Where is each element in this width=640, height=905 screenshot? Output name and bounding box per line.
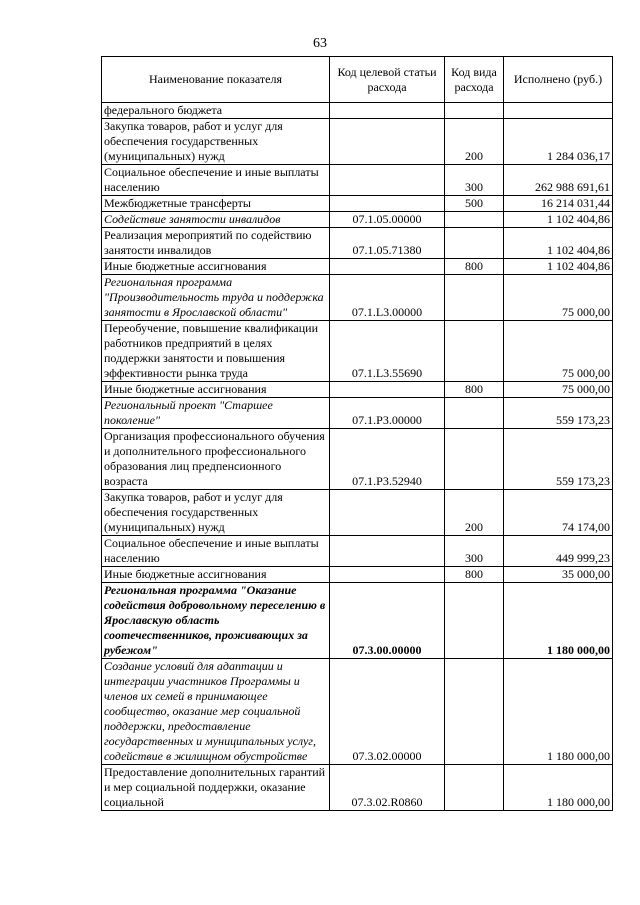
table-row <box>102 659 613 765</box>
row-target-item-code <box>330 196 445 212</box>
row-target-item-code: 07.1.05.71380 <box>330 228 445 259</box>
row-indicator-name: Социальное обеспечение и иные выплаты населению <box>102 536 330 567</box>
row-target-item-code: 07.3.02.R0860 <box>330 765 445 811</box>
row-executed-amount: 559 173,23 <box>504 398 613 429</box>
row-target-item-code <box>330 103 445 119</box>
table-row <box>102 212 613 228</box>
row-expense-kind-code <box>445 398 504 429</box>
row-target-item-code <box>330 119 445 165</box>
table-row <box>102 429 613 490</box>
row-executed-amount: 1 180 000,00 <box>504 659 613 765</box>
row-target-item-code: 07.1.05.00000 <box>330 212 445 228</box>
row-executed-amount <box>504 103 613 119</box>
row-indicator-name: Региональная программа "Оказание содействия добровольному переселению в Ярославскую область соотечественников, проживающих за рубежом" <box>102 583 330 659</box>
table-row <box>102 536 613 567</box>
row-indicator-name: федерального бюджета <box>102 103 330 119</box>
row-target-item-code: 07.1.L3.00000 <box>330 275 445 321</box>
table-body <box>102 103 613 811</box>
row-indicator-name: Иные бюджетные ассигнования <box>102 567 330 583</box>
row-executed-amount: 1 102 404,86 <box>504 259 613 275</box>
table-row <box>102 567 613 583</box>
row-indicator-name: Закупка товаров, работ и услуг для обеспечения государственных (муниципальных) нужд <box>102 490 330 536</box>
row-indicator-name: Переобучение, повышение квалификации работников предприятий в целях поддержки занятости и повышения эффективности рынка труда <box>102 321 330 382</box>
row-executed-amount: 74 174,00 <box>504 490 613 536</box>
row-executed-amount: 1 180 000,00 <box>504 583 613 659</box>
row-executed-amount: 1 102 404,86 <box>504 212 613 228</box>
row-executed-amount: 75 000,00 <box>504 382 613 398</box>
header-expense-kind-code: Код вида расхода <box>445 57 504 103</box>
table-row <box>102 490 613 536</box>
row-indicator-name: Предоставление дополнительных гарантий и мер социальной поддержки, оказание социальной <box>102 765 330 811</box>
row-executed-amount: 262 988 691,61 <box>504 165 613 196</box>
table-row <box>102 321 613 382</box>
row-executed-amount: 16 214 031,44 <box>504 196 613 212</box>
table-row <box>102 398 613 429</box>
row-expense-kind-code: 800 <box>445 382 504 398</box>
row-expense-kind-code <box>445 103 504 119</box>
row-executed-amount: 1 180 000,00 <box>504 765 613 811</box>
row-indicator-name: Социальное обеспечение и иные выплаты населению <box>102 165 330 196</box>
table-row <box>102 119 613 165</box>
row-indicator-name: Реализация мероприятий по содействию занятости инвалидов <box>102 228 330 259</box>
row-indicator-name: Создание условий для адаптации и интеграции участников Программы и членов их семей в принимающее сообщество, оказание мер социальной поддержки, предоставление государственных и муниципальных услуг, содействие в жилищном обустройстве <box>102 659 330 765</box>
budget-execution-table <box>101 56 613 811</box>
row-indicator-name: Организация профессионального обучения и дополнительного профессионального образования лиц предпенсионного возраста <box>102 429 330 490</box>
table-row <box>102 259 613 275</box>
table-row <box>102 275 613 321</box>
row-expense-kind-code <box>445 583 504 659</box>
row-expense-kind-code <box>445 212 504 228</box>
row-indicator-name: Содействие занятости инвалидов <box>102 212 330 228</box>
row-expense-kind-code: 500 <box>445 196 504 212</box>
row-target-item-code: 07.1.P3.52940 <box>330 429 445 490</box>
page-number: 63 <box>313 36 327 51</box>
row-indicator-name: Региональная программа "Производительность труда и поддержка занятости в Ярославской области" <box>102 275 330 321</box>
table-row <box>102 103 613 119</box>
row-indicator-name: Межбюджетные трансферты <box>102 196 330 212</box>
row-indicator-name: Закупка товаров, работ и услуг для обеспечения государственных (муниципальных) нужд <box>102 119 330 165</box>
row-expense-kind-code: 200 <box>445 490 504 536</box>
row-target-item-code: 07.1.P3.00000 <box>330 398 445 429</box>
header-indicator-name: Наименование показателя <box>102 57 330 103</box>
row-target-item-code <box>330 536 445 567</box>
row-expense-kind-code: 300 <box>445 536 504 567</box>
row-expense-kind-code <box>445 321 504 382</box>
header-executed-amount: Исполнено (руб.) <box>504 57 613 103</box>
row-target-item-code: 07.3.00.00000 <box>330 583 445 659</box>
row-target-item-code <box>330 165 445 196</box>
row-target-item-code <box>330 490 445 536</box>
row-indicator-name: Иные бюджетные ассигнования <box>102 382 330 398</box>
row-executed-amount: 75 000,00 <box>504 275 613 321</box>
row-expense-kind-code <box>445 275 504 321</box>
row-executed-amount: 1 102 404,86 <box>504 228 613 259</box>
row-indicator-name: Иные бюджетные ассигнования <box>102 259 330 275</box>
table-row <box>102 196 613 212</box>
row-executed-amount: 449 999,23 <box>504 536 613 567</box>
row-target-item-code: 07.1.L3.55690 <box>330 321 445 382</box>
row-expense-kind-code: 800 <box>445 567 504 583</box>
table-row <box>102 765 613 811</box>
table-row <box>102 165 613 196</box>
row-expense-kind-code <box>445 228 504 259</box>
row-expense-kind-code: 200 <box>445 119 504 165</box>
row-target-item-code <box>330 382 445 398</box>
table-row <box>102 382 613 398</box>
row-expense-kind-code <box>445 765 504 811</box>
table-row <box>102 583 613 659</box>
row-expense-kind-code: 300 <box>445 165 504 196</box>
table-row <box>102 228 613 259</box>
row-target-item-code: 07.3.02.00000 <box>330 659 445 765</box>
header-row <box>102 57 613 103</box>
row-indicator-name: Региональный проект "Старшее поколение" <box>102 398 330 429</box>
row-expense-kind-code <box>445 659 504 765</box>
row-executed-amount: 75 000,00 <box>504 321 613 382</box>
row-executed-amount: 559 173,23 <box>504 429 613 490</box>
row-expense-kind-code: 800 <box>445 259 504 275</box>
row-target-item-code <box>330 259 445 275</box>
row-executed-amount: 35 000,00 <box>504 567 613 583</box>
row-target-item-code <box>330 567 445 583</box>
header-target-item-code: Код целевой статьи расхода <box>330 57 445 103</box>
row-executed-amount: 1 284 036,17 <box>504 119 613 165</box>
row-expense-kind-code <box>445 429 504 490</box>
table-header <box>102 57 613 103</box>
